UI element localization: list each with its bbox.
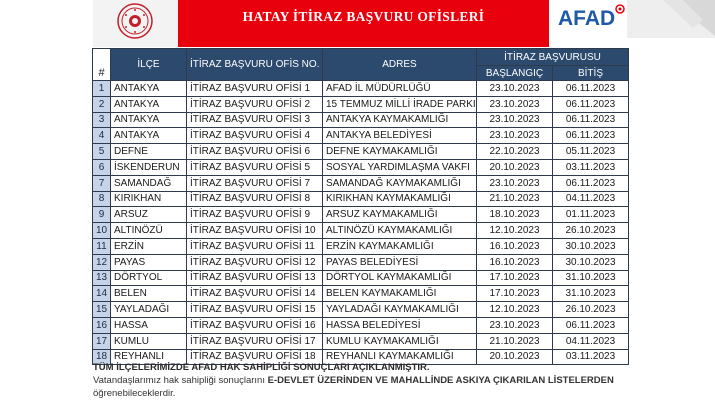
col-header-adres: ADRES [323,49,477,81]
cell-bitis: 03.11.2023 [553,349,629,365]
cell-baslangic: 16.10.2023 [477,254,553,270]
footer-info-bold: E-DEVLET ÜZERİNDEN VE MAHALLİNDE ASKIYA ÇIKARILAN LİSTELERDEN [267,375,614,386]
afad-logo-area [549,0,627,47]
cell-ilce: ANTAKYA [111,112,187,128]
table-row [93,286,629,302]
cell-ilce: DEFNE [111,144,187,160]
row-number: 16 [93,317,111,333]
table-row [93,81,629,97]
svg-text:AFAD: AFAD [558,7,616,30]
cell-ilce: PAYAS [111,254,187,270]
page-title: HATAY İTİRAZ BAŞVURU OFİSLERİ [242,8,485,24]
cell-bitis: 06.11.2023 [553,128,629,144]
row-number: 1 [93,81,111,97]
cell-ofis: İTİRAZ BAŞVURU OFİSİ 6 [187,144,323,160]
table-row [93,238,629,254]
table-row [93,128,629,144]
title-bar [178,0,549,47]
decorative-chevron-icon [663,0,715,44]
table-row [93,333,629,349]
cell-bitis: 06.11.2023 [553,175,629,191]
cell-adres: KIRIKHAN KAYMAKAMLIĞI [323,191,477,207]
table-row [93,270,629,286]
cell-baslangic: 23.10.2023 [477,175,553,191]
cell-ofis: İTİRAZ BAŞVURU OFİSİ 17 [187,333,323,349]
cell-ofis: İTİRAZ BAŞVURU OFİSİ 13 [187,270,323,286]
footer-info-line [93,375,614,386]
cell-bitis: 31.10.2023 [553,286,629,302]
cell-adres: ARSUZ KAYMAKAMLIĞI [323,207,477,223]
cell-ilce: BELEN [111,286,187,302]
cell-bitis: 26.10.2023 [553,223,629,239]
row-number: 18 [93,349,111,365]
cell-ilce: KUMLU [111,333,187,349]
table-body [93,81,629,365]
header-banner [93,0,627,47]
cell-adres: YAYLADAĞI KAYMAKAMLIĞI [323,302,477,318]
footer-announcement: TÜM İLÇELERİMİZDE AFAD HAK SAHİPLİĞİ SONUÇLARI AÇIKLANMIŞTIR. [93,362,430,373]
row-number: 2 [93,96,111,112]
cell-baslangic: 23.10.2023 [477,96,553,112]
cell-baslangic: 23.10.2023 [477,128,553,144]
row-number: 15 [93,302,111,318]
cell-baslangic: 23.10.2023 [477,317,553,333]
row-number: 7 [93,175,111,191]
cell-ofis: İTİRAZ BAŞVURU OFİSİ 12 [187,254,323,270]
offices-table [92,48,629,365]
row-number: 14 [93,286,111,302]
table-row [93,96,629,112]
cell-ilce: ALTINÖZÜ [111,223,187,239]
cell-baslangic: 21.10.2023 [477,191,553,207]
row-number: 4 [93,128,111,144]
table-row [93,175,629,191]
footer-info-end: öğrenebileceklerdir. [93,388,176,399]
cell-ofis: İTİRAZ BAŞVURU OFİSİ 7 [187,175,323,191]
cell-ilce: İSKENDERUN [111,159,187,175]
cell-ilce: ARSUZ [111,207,187,223]
col-header-group: İTİRAZ BAŞVURUSU [477,49,629,66]
cell-adres: REYHANLI KAYMAKAMLIĞI [323,349,477,365]
cell-bitis: 06.11.2023 [553,96,629,112]
afad-logo-icon [558,3,626,31]
row-number: 12 [93,254,111,270]
cell-bitis: 06.11.2023 [553,112,629,128]
cell-adres: ERZİN KAYMAKAMLIĞI [323,238,477,254]
cell-ofis: İTİRAZ BAŞVURU OFİSİ 8 [187,191,323,207]
col-header-no: # [93,49,111,81]
cell-ofis: İTİRAZ BAŞVURU OFİSİ 1 [187,81,323,97]
cell-bitis: 04.11.2023 [553,333,629,349]
table-row [93,207,629,223]
cell-adres: BELEN KAYMAKAMLIĞI [323,286,477,302]
cell-baslangic: 23.10.2023 [477,81,553,97]
cell-bitis: 01.11.2023 [553,207,629,223]
cell-ofis: İTİRAZ BAŞVURU OFİSİ 4 [187,128,323,144]
cell-ofis: İTİRAZ BAŞVURU OFİSİ 11 [187,238,323,254]
cell-ilce: DÖRTYOL [111,270,187,286]
table-row [93,223,629,239]
cell-baslangic: 20.10.2023 [477,159,553,175]
footer-info-text: Vatandaşlarımız hak sahipliği sonuçlarını [93,375,268,386]
row-number: 8 [93,191,111,207]
cell-adres: HASSA BELEDİYESİ [323,317,477,333]
row-number: 10 [93,223,111,239]
cell-baslangic: 18.10.2023 [477,207,553,223]
cell-ilce: ERZİN [111,238,187,254]
cell-baslangic: 20.10.2023 [477,349,553,365]
cell-ofis: İTİRAZ BAŞVURU OFİSİ 14 [187,286,323,302]
cell-ilce: YAYLADAĞI [111,302,187,318]
cell-ilce: ANTAKYA [111,128,187,144]
cell-baslangic: 16.10.2023 [477,238,553,254]
col-header-bitis: BİTİŞ [553,66,629,81]
col-header-ilce: İLÇE [111,49,187,81]
col-header-ofis: İTİRAZ BAŞVURU OFİS NO. [187,49,323,81]
row-number: 6 [93,159,111,175]
table-row [93,254,629,270]
cell-adres: KUMLU KAYMAKAMLIĞI [323,333,477,349]
col-header-baslangic: BAŞLANGIÇ [477,66,553,81]
cell-adres: 15 TEMMUZ MİLLİ İRADE PARKI [323,96,477,112]
cell-adres: SOSYAL YARDIMLAŞMA VAKFI [323,159,477,175]
cell-ofis: İTİRAZ BAŞVURU OFİSİ 5 [187,159,323,175]
cell-ilce: HASSA [111,317,187,333]
cell-baslangic: 17.10.2023 [477,270,553,286]
cell-ofis: İTİRAZ BAŞVURU OFİSİ 2 [187,96,323,112]
table-row [93,112,629,128]
cell-baslangic: 21.10.2023 [477,333,553,349]
ministry-seal-icon [115,2,155,40]
cell-baslangic: 17.10.2023 [477,286,553,302]
row-number: 3 [93,112,111,128]
cell-adres: PAYAS BELEDİYESİ [323,254,477,270]
cell-adres: DÖRTYOL KAYMAKAMLIĞI [323,270,477,286]
cell-ofis: İTİRAZ BAŞVURU OFİSİ 15 [187,302,323,318]
cell-adres: ANTAKYA KAYMAKAMLIĞI [323,112,477,128]
cell-bitis: 04.11.2023 [553,191,629,207]
table-row [93,159,629,175]
cell-adres: ANTAKYA BELEDİYESİ [323,128,477,144]
cell-bitis: 26.10.2023 [553,302,629,318]
cell-baslangic: 12.10.2023 [477,223,553,239]
cell-baslangic: 23.10.2023 [477,112,553,128]
cell-baslangic: 22.10.2023 [477,144,553,160]
cell-bitis: 30.10.2023 [553,238,629,254]
row-number: 9 [93,207,111,223]
cell-ofis: İTİRAZ BAŞVURU OFİSİ 18 [187,349,323,365]
cell-bitis: 06.11.2023 [553,317,629,333]
cell-ofis: İTİRAZ BAŞVURU OFİSİ 9 [187,207,323,223]
row-number: 13 [93,270,111,286]
cell-adres: SAMANDAĞ KAYMAKAMLIĞI [323,175,477,191]
cell-bitis: 30.10.2023 [553,254,629,270]
cell-ilce: SAMANDAĞ [111,175,187,191]
cell-bitis: 06.11.2023 [553,81,629,97]
cell-ofis: İTİRAZ BAŞVURU OFİSİ 16 [187,317,323,333]
cell-bitis: 03.11.2023 [553,159,629,175]
cell-ofis: İTİRAZ BAŞVURU OFİSİ 3 [187,112,323,128]
cell-bitis: 05.11.2023 [553,144,629,160]
table-row [93,191,629,207]
cell-ilce: KIRIKHAN [111,191,187,207]
row-number: 5 [93,144,111,160]
table-row [93,317,629,333]
cell-adres: AFAD İL MÜDÜRLÜĞÜ [323,81,477,97]
cell-ilce: ANTAKYA [111,96,187,112]
cell-bitis: 31.10.2023 [553,270,629,286]
cell-adres: DEFNE KAYMAKAMLIĞI [323,144,477,160]
cell-ilce: REYHANLI [111,349,187,365]
table-row [93,144,629,160]
seal-area [93,0,178,47]
table-row [93,302,629,318]
cell-ilce: ANTAKYA [111,81,187,97]
row-number: 17 [93,333,111,349]
cell-ofis: İTİRAZ BAŞVURU OFİSİ 10 [187,223,323,239]
cell-baslangic: 12.10.2023 [477,302,553,318]
row-number: 11 [93,238,111,254]
cell-adres: ALTINÖZÜ KAYMAKAMLIĞI [323,223,477,239]
